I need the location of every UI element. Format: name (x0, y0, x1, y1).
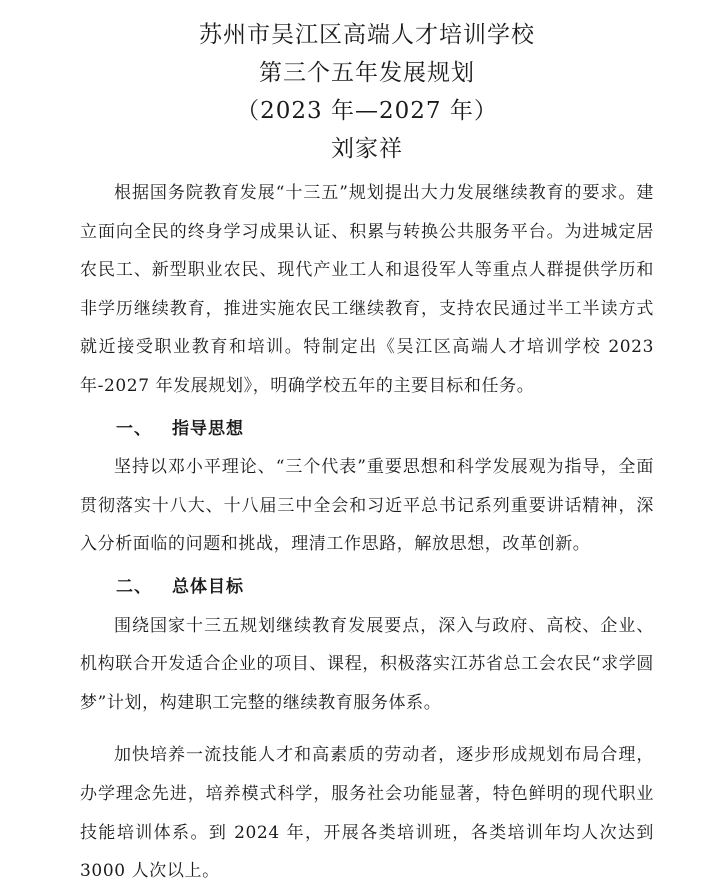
paragraph-gap (80, 722, 654, 736)
section-1-paragraph-1: 坚持以邓小平理论、“三个代表”重要思想和科学发展观为指导，全面贯彻落实十八大、十八届三中全会和习近平总书记系列重要讲话精神，深入分析面临的问题和挑战，理清工作思路，解放思想，改革创新。 (80, 457, 654, 555)
document-author: 刘家祥 (331, 136, 403, 162)
section-number: 一、 (116, 418, 152, 439)
document-title-line-3: （2023 年—2027 年） (236, 98, 498, 124)
section-2-paragraph-1: 围绕国家十三五规划继续教育发展要点，深入与政府、高校、企业、机构联合开发适合企业的项目、课程，积极落实江苏省总工会农民“求学圆梦”计划，构建职工完整的继续教育服务体系。 (80, 615, 654, 713)
section-number: 二、 (116, 576, 152, 597)
section-heading-2 (80, 568, 654, 607)
document-title-line-2: 第三个五年发展规划 (259, 60, 475, 86)
section-heading-1 (80, 410, 654, 449)
document-title-line-1: 苏州市吴江区高端人才培训学校 (199, 22, 535, 48)
section-2-paragraph-2: 加快培养一流技能人才和高素质的劳动者，逐步形成规划布局合理，办学理念先进，培养模式科学，服务社会功能显著，特色鲜明的现代职业技能培训体系。到 2024 年，开展各类培训班，各类培训年均人次达到 3000 人次以上。 (80, 745, 654, 882)
intro-paragraph: 根据国务院教育发展“十三五”规划提出大力发展继续教育的要求。建立面向全民的终身学习成果认证、积累与转换公共服务平台。为进城定居农民工、新型职业农民、现代产业工人和退役军人等重点人群提供学历和非学历继续教育，推进实施农民工继续教育，支持农民通过半工半读方式就近接受职业教育和培训。特制定出《吴江区高端人才培训学校 2023 年-2027 年发展规划》，明确学校五年的主要目标和任务。 (80, 183, 654, 396)
section-title: 指导思想 (172, 418, 244, 439)
section-title: 总体目标 (172, 576, 244, 597)
